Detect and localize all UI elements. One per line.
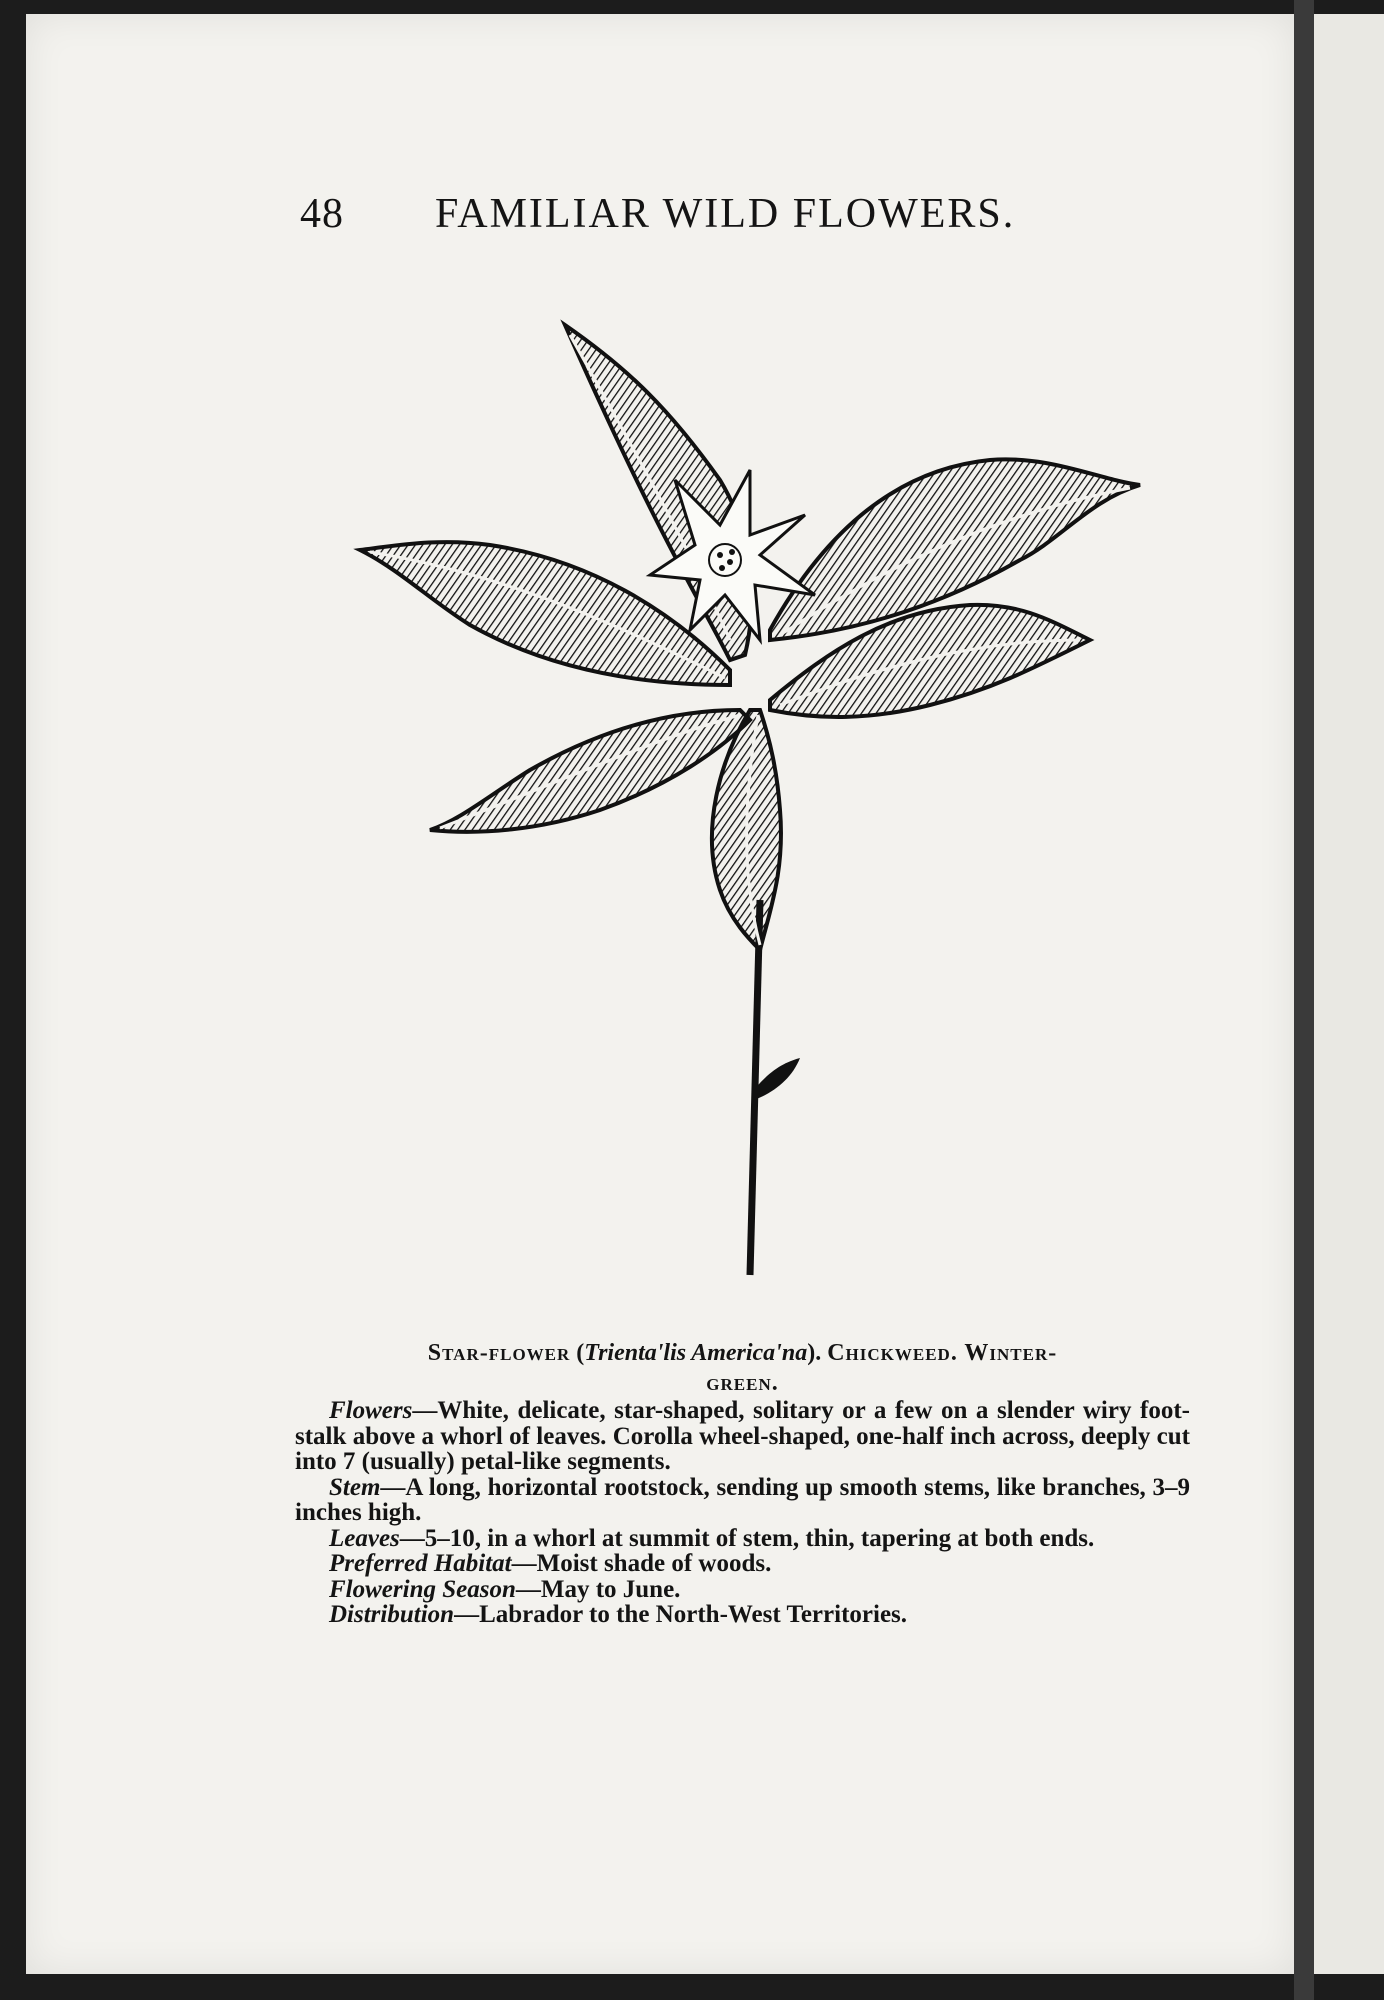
entry-stem	[295, 1475, 1190, 1526]
caption-title	[295, 1338, 1190, 1398]
entry-text: —White, delicate, star-shaped, solitary or a few on a slender wiry foot-stalk above a whorl of leaves. Corolla wheel-shaped, one-half inch across, deeply cut into 7 (usually) petal-like segments.	[295, 1397, 1190, 1475]
entry-text: —Moist shade of woods.	[511, 1550, 772, 1577]
entry-text: —5–10, in a whorl at summit of stem, thin, tapering at both ends.	[399, 1524, 1095, 1552]
entry-season	[295, 1577, 1190, 1603]
facing-page-edge	[1314, 14, 1384, 1974]
entry-text: —A long, horizontal rootstock, sending up smooth stems, like branches, 3–9 inches high.	[295, 1473, 1190, 1526]
latin-open: (	[576, 1340, 585, 1366]
star-flower-illustration	[330, 310, 1150, 1310]
common-name: Star-flower	[427, 1340, 571, 1366]
plate-caption	[295, 1338, 1190, 1628]
family-name-continued: green.	[706, 1370, 779, 1396]
latin-close: ).	[807, 1340, 822, 1366]
page-header	[300, 190, 1060, 250]
entry-label: Leaves	[329, 1524, 400, 1552]
entry-label: Distribution	[329, 1601, 455, 1628]
entry-text: —May to June.	[515, 1575, 681, 1603]
page-number: 48	[300, 191, 344, 237]
entry-label: Flowers	[329, 1397, 413, 1424]
star-flower-plant-icon	[330, 310, 1150, 1310]
entry-habitat	[295, 1551, 1190, 1577]
running-title: FAMILIAR WILD FLOWERS.	[435, 191, 1016, 237]
entry-leaves	[295, 1526, 1190, 1552]
latin-name: Trienta'lis America'na	[584, 1340, 808, 1366]
family-name: Chickweed. Winter-	[827, 1340, 1058, 1366]
entry-text: —Labrador to the North-West Territories.	[454, 1601, 908, 1628]
entry-label: Flowering Season	[329, 1575, 516, 1603]
entry-flowers	[295, 1398, 1190, 1475]
entry-label: Preferred Habitat	[329, 1550, 512, 1577]
book-gutter	[1294, 0, 1314, 2000]
entry-distribution	[295, 1602, 1190, 1628]
entry-label: Stem	[329, 1473, 381, 1501]
